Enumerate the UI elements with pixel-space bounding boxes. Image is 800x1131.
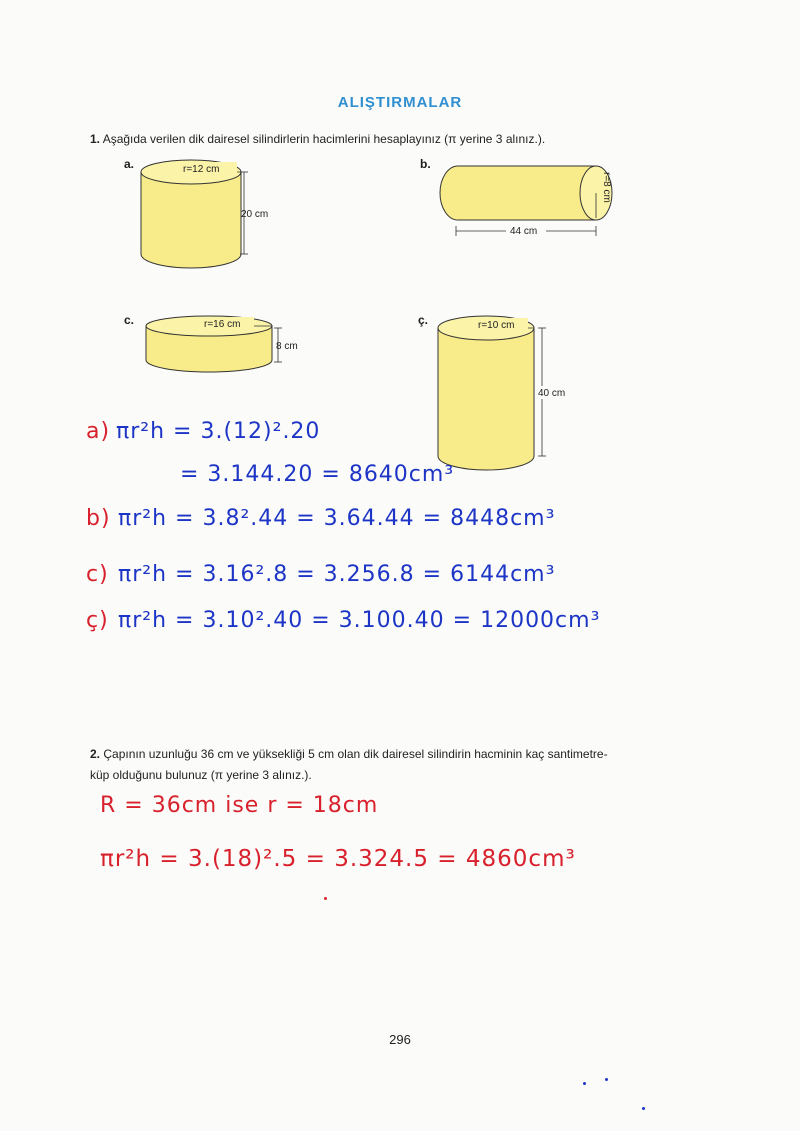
question-1-text: Aşağıda verilen dik dairesel silindirlerin hacimlerini hesaplayınız (π yerine 3 alınız.). xyxy=(102,132,546,146)
figure-b-length: 44 cm xyxy=(510,226,538,237)
pen-dot xyxy=(605,1078,608,1081)
answer-a-prefix: a) xyxy=(86,419,111,444)
cylinder-a xyxy=(135,158,285,276)
question-2-text-line2: küp olduğunu bulunuz (π yerine 3 alınız.). xyxy=(90,768,312,782)
question-1 xyxy=(90,132,545,146)
pen-dot xyxy=(324,897,327,900)
answer-b-line: πr²h = 3.8².44 = 3.64.44 = 8448cm³ xyxy=(118,506,556,531)
question-2-text-line1: Çapının uzunluğu 36 cm ve yüksekliği 5 cm olan dik dairesel silindirin hacminin kaç santimetre- xyxy=(103,747,608,761)
figure-a-radius: r=12 cm xyxy=(183,164,220,175)
figure-c-radius: r=16 cm xyxy=(204,319,241,330)
figure-b-label: b. xyxy=(420,157,431,171)
question-2-number: 2. xyxy=(90,747,101,761)
figure-a-label: a. xyxy=(124,157,135,171)
figure-a-height: 20 cm xyxy=(241,209,269,220)
page-title: ALIŞTIRMALAR xyxy=(337,94,463,111)
answer-2-line2: πr²h = 3.(18)².5 = 3.324.5 = 4860cm³ xyxy=(100,846,576,872)
figure-c-label: c. xyxy=(124,313,135,327)
figure-b-radius: r=8 cm xyxy=(601,172,612,203)
answer-c-line: πr²h = 3.16².8 = 3.256.8 = 6144cm³ xyxy=(118,562,556,587)
answer-a-line2: = 3.144.20 = 8640cm³ xyxy=(180,462,455,487)
question-1-number: 1. xyxy=(90,132,101,146)
figure-cc-label: ç. xyxy=(418,313,429,327)
cylinder-b xyxy=(436,160,621,240)
answer-a-line1: πr²h = 3.(12)².20 xyxy=(116,419,321,444)
cylinder-cc xyxy=(434,314,594,480)
page-number: 296 xyxy=(389,1032,411,1047)
answer-b-prefix: b) xyxy=(86,506,111,531)
figure-c-height: 8 cm xyxy=(276,341,298,352)
cylinder-c xyxy=(144,314,314,380)
pen-dot xyxy=(642,1107,645,1110)
answer-cc-line: πr²h = 3.10².40 = 3.100.40 = 12000cm³ xyxy=(118,608,601,633)
figure-cc-height: 40 cm xyxy=(538,388,566,399)
answer-cc-prefix: ç) xyxy=(86,608,109,633)
question-2 xyxy=(90,747,608,761)
answer-c-prefix: c) xyxy=(86,562,109,587)
figure-cc-radius: r=10 cm xyxy=(478,320,515,331)
answer-2-line1: R = 36cm ise r = 18cm xyxy=(100,793,379,818)
pen-dot xyxy=(583,1082,586,1085)
